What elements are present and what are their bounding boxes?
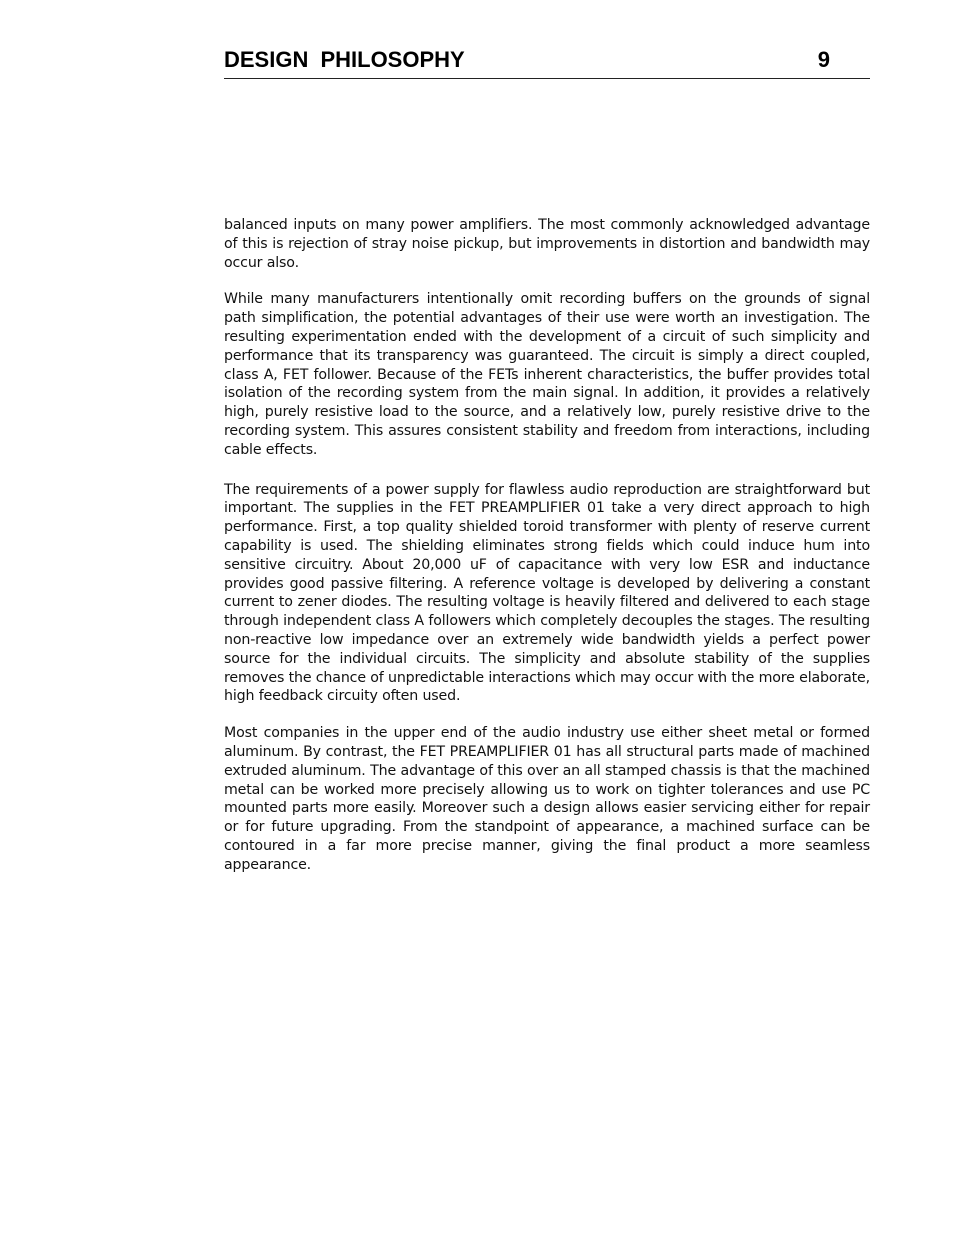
- paragraph-balanced-inputs: balanced inputs on many power amplifiers. The most commonly acknowledged advantage of this is rejection of stray noise pickup, but improvements in distortion and bandwidth may occur also.: [224, 217, 870, 271]
- page-header: [224, 44, 870, 79]
- page-title: DESIGN PHILOSOPHY: [224, 47, 465, 72]
- page-number: 9: [817, 47, 830, 72]
- body-text: [224, 216, 870, 893]
- paragraph-chassis: Most companies in the upper end of the audio industry use either sheet metal or formed aluminum. By contrast, the FET PREAMPLIFIER 01 has all structural parts made of machined extruded aluminum. The advantage of this over an all stamped chassis is that the machined metal can be worked more precisely allowing us to work on tighter tolerances and use PC mounted parts more easily. Moreover such a design allows easier servicing either for repair or for future upgrading. From the standpoint of appearance, a machined surface can be contoured in a far more precise manner, giving the final product a more seamless appearance.: [224, 725, 870, 873]
- paragraph-power-supply: The requirements of a power supply for flawless audio reproduction are straightforward but important. The supplies in the FET PREAMPLIFIER 01 take a very direct approach to high performance. First, a top quality shielded toroid transformer with plenty of reserve current capability is used. The shielding eliminates strong fields which could induce hum into sensitive circuitry. About 20,000 uF of capacitance with very low ESR and inductance provides good passive filtering. A reference voltage is developed by delivering a constant current to zener diodes. The resulting voltage is heavily filtered and delivered to each stage through independent class A followers which completely decouples the stages. The resulting non-reactive low impedance over an extremely wide bandwidth yields a perfect power source for the individual circuits. The simplicity and absolute stability of the supplies removes the chance of unpredictable interactions which may occur with the more elaborate, high feedback circuity often used.: [224, 481, 870, 705]
- paragraph-recording-buffers: While many manufacturers intentionally omit recording buffers on the grounds of signal path simplification, the potential advantages of their use were worth an investigation. The resulting experimentation ended with the development of a circuit of such simplicity and performance that its transparency was guaranteed. The circuit is simply a direct coupled, class A, FET follower. Because of the FETs inherent characteristics, the buffer provides total isolation of the recording system from the main signal. In addition, it provides a relatively high, purely resistive load to the source, and a relatively low, purely resistive drive to the recording system. This assures consistent stability and freedom from interactions, including cable effects.: [224, 291, 870, 458]
